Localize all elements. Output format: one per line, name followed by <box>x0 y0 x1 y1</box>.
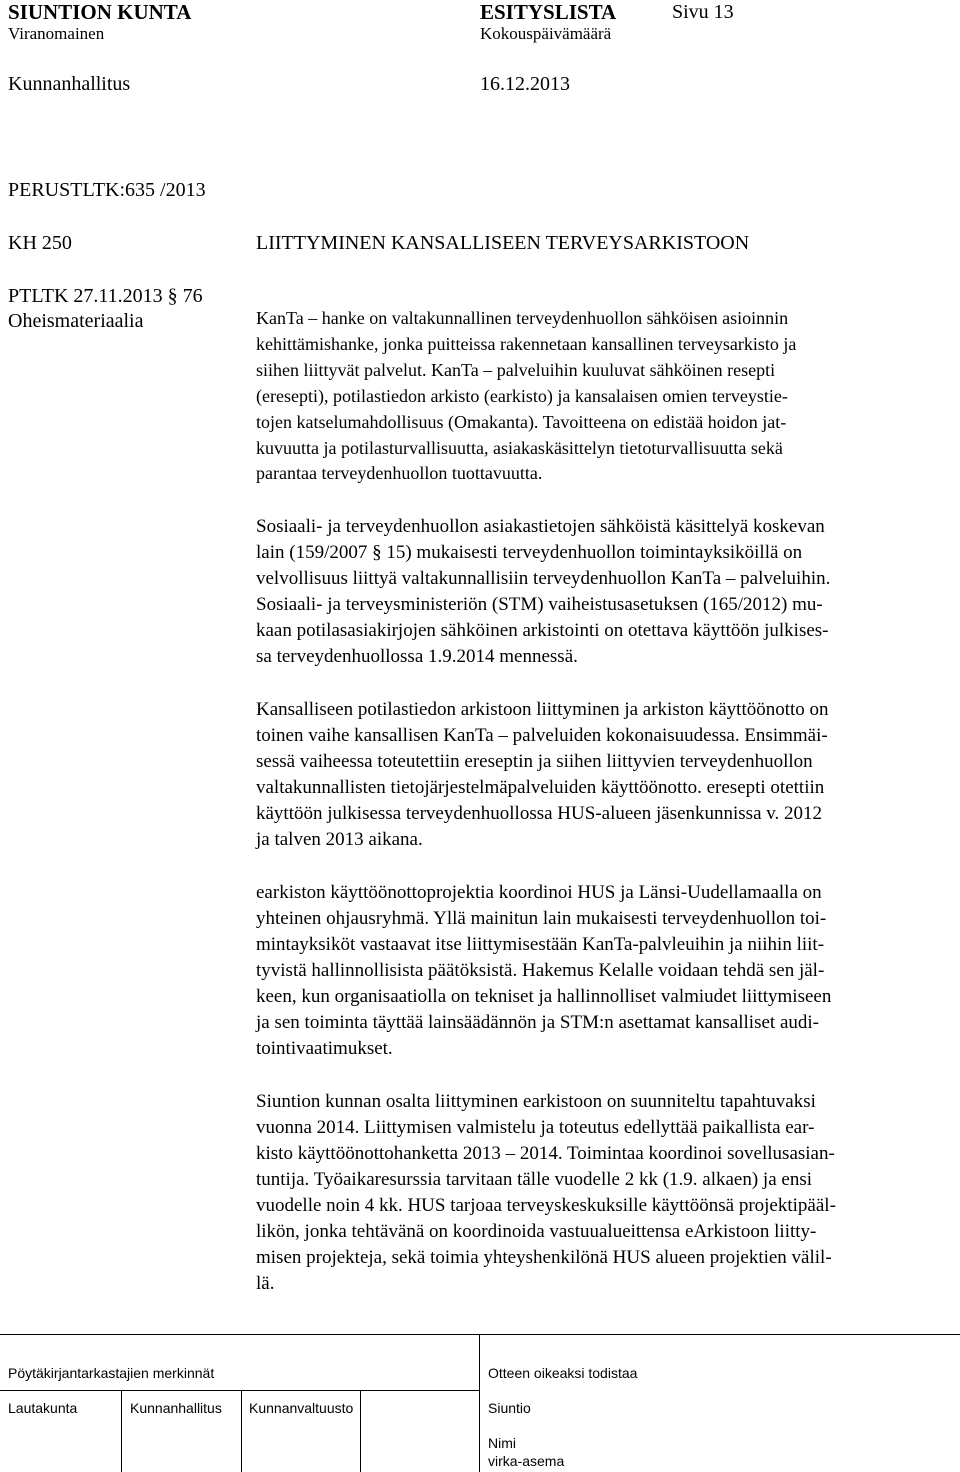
position-label: virka-asema <box>488 1453 565 1469</box>
paragraph-2 <box>256 514 946 670</box>
paragraph-1 <box>256 306 946 487</box>
text-line: kisto käyttöönottohanketta 2013 – 2014. Toimintaa koordinoi sovellusasian- <box>256 1143 835 1165</box>
text-line: siihen liittyvät palvelut. KanTa – palveluihin kuuluvat sähköinen resepti <box>256 359 776 380</box>
municipal-board-label: Kunnanhallitus <box>130 1400 222 1416</box>
footer-divider <box>121 1390 122 1472</box>
text-line: vuonna 2014. Liittymisen valmistelu ja toteutus edellyttää paikallista ear- <box>256 1117 815 1139</box>
place-label: Siuntio <box>488 1400 531 1416</box>
perustltk-ref: PERUSTLTK:635 /2013 <box>8 179 206 201</box>
text-line: misen projekteja, sekä toimia yhteyshenkilönä HUS alueen projektien välil- <box>256 1247 832 1269</box>
text-line: tuntija. Työaikaresurssia tarvitaan tälle vuodelle 2 kk (1.9. alkaen) ja ensi <box>256 1169 813 1191</box>
agenda-item-title: LIITTYMINEN KANSALLISEEN TERVEYSARKISTOON <box>256 232 750 254</box>
text-line: parantaa terveydenhuollon tuottavuutta. <box>256 463 543 484</box>
text-line: mintayksiköt vastaavat itse liittymisestään KanTa-palvleuihin ja niihin liit- <box>256 934 825 956</box>
paragraph-5 <box>256 1089 946 1297</box>
text-line: kaan potilasasiakirjojen sähköinen arkistointi on otettava käyttöön julkises- <box>256 620 829 642</box>
text-line: ja talven 2013 aikana. <box>256 829 423 851</box>
paragraph-3 <box>256 697 946 853</box>
text-line: tointivaatimukset. <box>256 1038 393 1060</box>
attachment-note: Oheismateriaalia <box>8 310 144 332</box>
page-number: Sivu 13 <box>672 1 734 23</box>
text-line: kuvuutta ja potilasturvallisuutta, asiakaskäsittelyn tietoturvallisuutta sekä <box>256 437 783 458</box>
text-line: kehittämishanke, jonka puitteissa rakennetaan kansallinen terveysarkisto ja <box>256 333 797 354</box>
text-line: sessä vaiheessa toteutettiin ereseptin ja siihen liittyvien terveydenhuollon <box>256 751 813 773</box>
meeting-date-label: Kokouspäivämäärä <box>480 24 612 43</box>
certified-label: Otteen oikeaksi todistaa <box>488 1365 638 1381</box>
reviewers-label: Pöytäkirjantarkastajien merkinnät <box>8 1365 215 1381</box>
authority-name: Kunnanhallitus <box>8 73 131 95</box>
paragraph-4 <box>256 880 946 1062</box>
text-line: keen, kun organisaatiolla on tekniset ja hallinnolliset valmiudet liittymiseen <box>256 986 832 1008</box>
text-line: tyvistä hallinnollisista päätöksistä. Hakemus Kelalle voidaan tehdä sen jäl- <box>256 960 825 982</box>
municipality-name: SIUNTION KUNTA <box>8 0 192 24</box>
footer-signature-table <box>0 1334 960 1472</box>
authority-label: Viranomainen <box>8 24 105 43</box>
text-line: valtakunnallisten tietojärjestelmäpalveluiden käyttöönotto. eresepti otettiin <box>256 777 825 799</box>
text-line: käyttöön julkisessa terveydenhuollossa HUS-alueen jäsenkunnissa v. 2012 <box>256 803 823 825</box>
body-text <box>256 306 946 1324</box>
text-line: toinen vaihe kansallisen KanTa – palveluiden kokonaisuudessa. Ensimmäi- <box>256 725 828 747</box>
footer-divider <box>241 1390 242 1472</box>
kh-ref: KH 250 <box>8 232 72 254</box>
text-line: Sosiaali- ja terveysministeriön (STM) vaiheistusasetuksen (165/2012) mu- <box>256 594 823 616</box>
footer-divider <box>0 1390 479 1391</box>
footer-divider <box>360 1390 361 1472</box>
text-line: Siuntion kunnan osalta liittyminen earkistoon on suunniteltu tapahtuvaksi <box>256 1091 816 1113</box>
text-line: ja sen toiminta täyttää lainsäädännön ja STM:n asettamat kansalliset audi- <box>256 1012 819 1034</box>
text-line: KanTa – hanke on valtakunnallinen terveydenhuollon sähköisen asioinnin <box>256 308 789 328</box>
text-line: earkiston käyttöönottoprojektia koordinoi HUS ja Länsi-Uudellamaalla on <box>256 882 822 904</box>
meeting-date: 16.12.2013 <box>480 73 570 95</box>
name-label: Nimi <box>488 1435 516 1451</box>
board-label: Lautakunta <box>8 1400 78 1416</box>
ptltk-ref: PTLTK 27.11.2013 § 76 <box>8 285 203 307</box>
council-label: Kunnanvaltuusto <box>249 1400 354 1416</box>
text-line: tojen katselumahdollisuus (Omakanta). Tavoitteena on edistää hoidon jat- <box>256 411 787 432</box>
text-line: sa terveydenhuollossa 1.9.2014 mennessä. <box>256 646 578 668</box>
text-line: velvollisuus liittyä valtakunnallisiin terveydenhuollon KanTa – palveluihin. <box>256 568 831 590</box>
text-line: vuodelle noin 4 kk. HUS tarjoaa terveyskeskuksille käyttöönsä projektipääl- <box>256 1195 836 1217</box>
text-line: likön, jonka tehtävänä on koordinoida vastuualueittensa eArkistoon liitty- <box>256 1221 817 1243</box>
document-type: ESITYSLISTA <box>480 0 617 24</box>
footer-divider <box>479 1335 480 1472</box>
text-line: lain (159/2007 § 15) mukaisesti terveydenhuollon toimintayksiköillä on <box>256 542 803 564</box>
text-line: Kansalliseen potilastiedon arkistoon liittyminen ja arkiston käyttöönotto on <box>256 699 829 721</box>
text-line: lä. <box>256 1273 275 1295</box>
text-line: (eresepti), potilastiedon arkisto (earkisto) ja kansalaisen omien terveystie- <box>256 385 788 406</box>
text-line: yhteinen ohjausryhmä. Yllä mainitun lain mukaisesti terveydenhuollon toi- <box>256 908 827 930</box>
text-line: Sosiaali- ja terveydenhuollon asiakastietojen sähköistä käsittelyä koskevan <box>256 516 825 538</box>
